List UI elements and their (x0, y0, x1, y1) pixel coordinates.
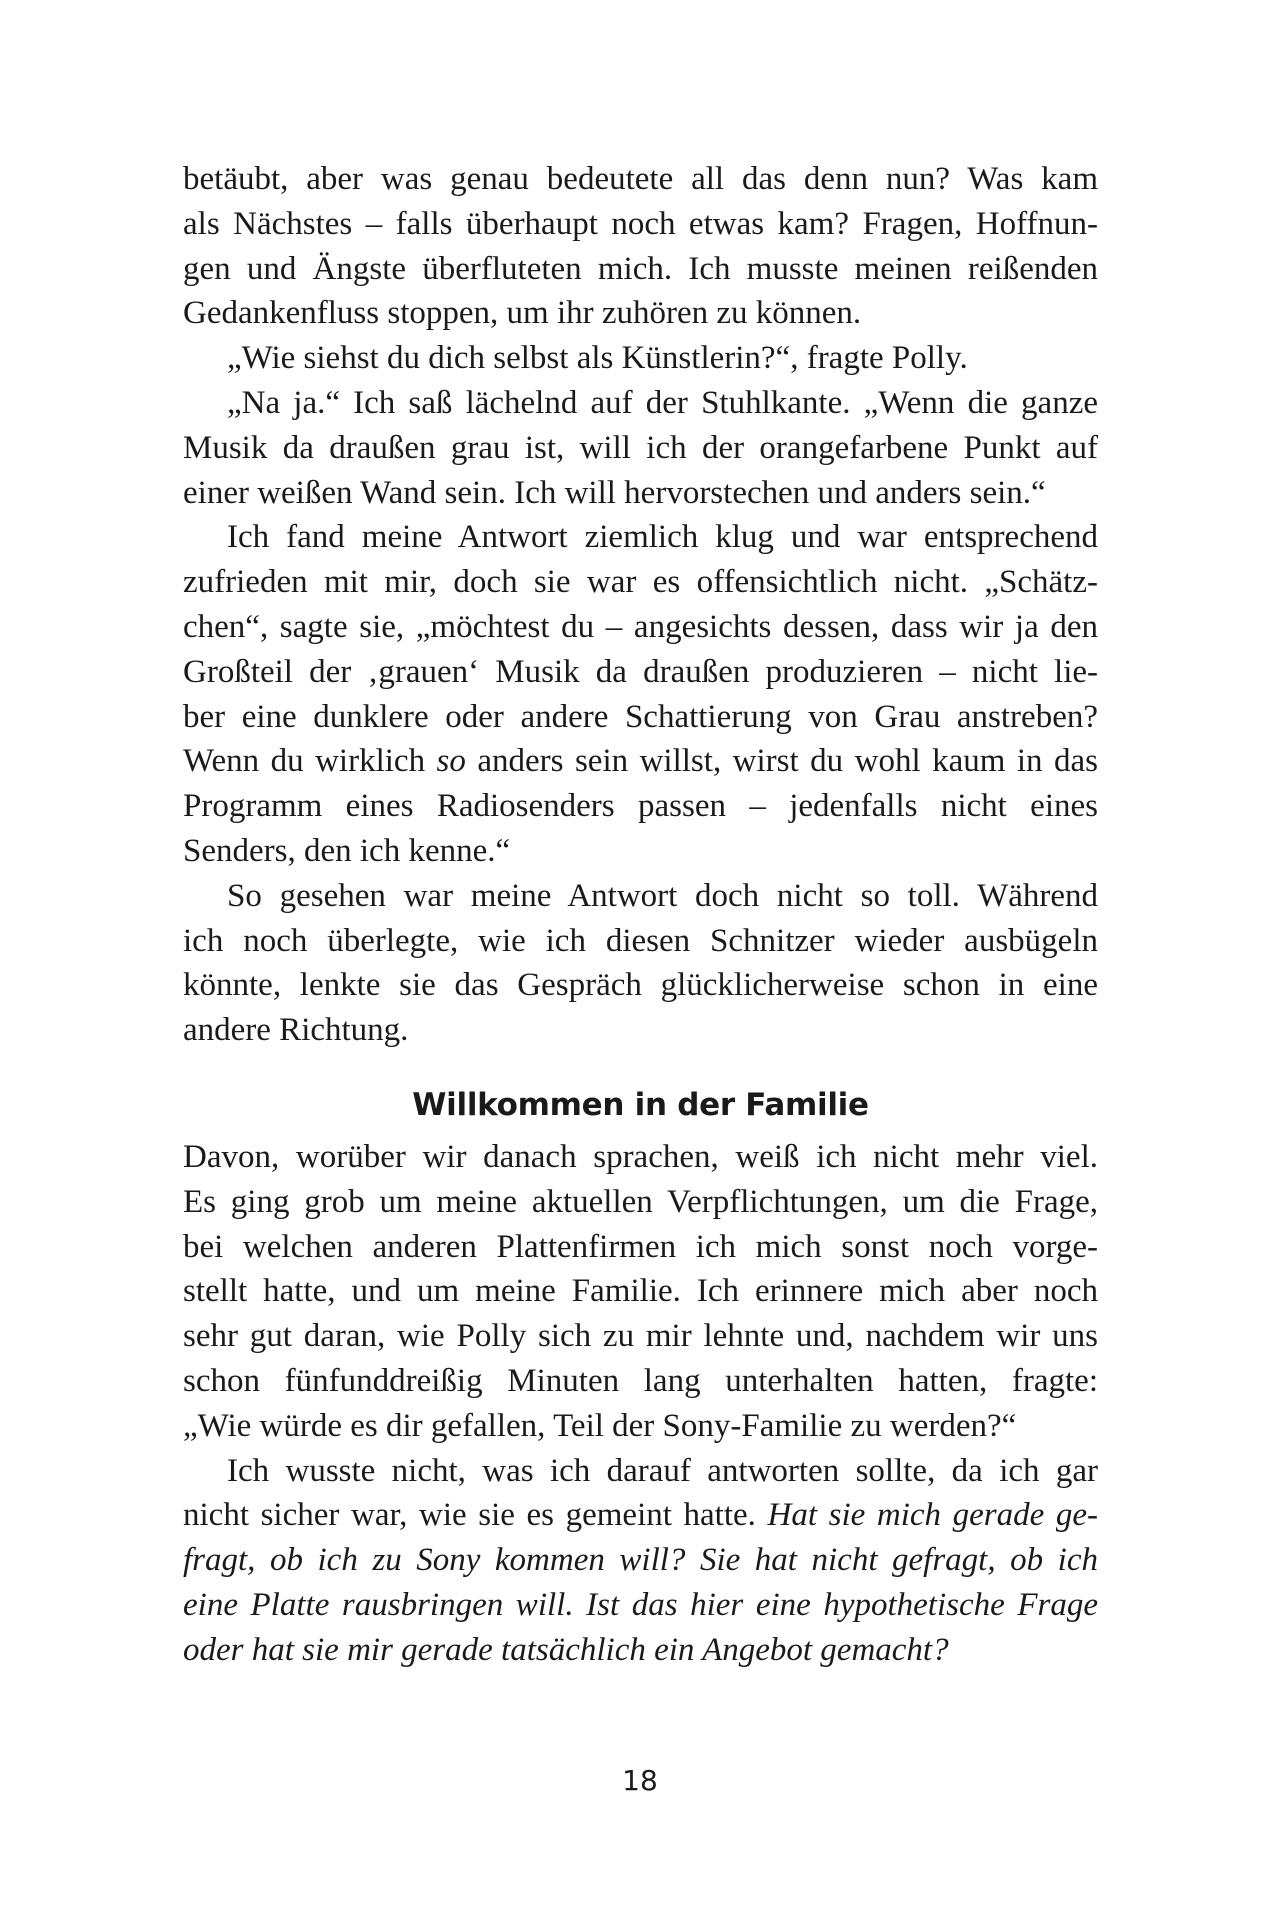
text-line: als Nächstes – falls überhaupt noch etwas kam? Fragen, Hoffnun- (183, 205, 1098, 242)
text-line: So gesehen war meine Antwort doch nicht so toll. Während (227, 877, 1098, 914)
text-line: einer weißen Wand sein. Ich will hervorstechen und anders sein.“ (183, 474, 1046, 511)
text-line: schon fünfunddreißig Minuten lang unterhalten hatten, fragte: (183, 1362, 1098, 1399)
text-span: nicht sicher war, wie sie es gemeint hatte. (183, 1497, 768, 1534)
book-page-text (183, 157, 1098, 1673)
text-line: chen“, sagte sie, „möchtest du – angesichts dessen, dass wir ja den (183, 608, 1098, 645)
text-line: Gedankenfluss stoppen, um ihr zuhören zu können. (183, 295, 862, 332)
text-span: anders sein willst, wirst du wohl kaum in das (465, 743, 1098, 780)
paragraph (183, 874, 1098, 1053)
text-line (183, 739, 1098, 784)
text-line: gen und Ängste überfluteten mich. Ich musste meinen reißenden (183, 250, 1098, 287)
text-line: Großteil der ‚grauen‘ Musik da draußen produzieren – nicht lie- (183, 653, 1098, 690)
paragraph (183, 1449, 1098, 1673)
text-line: „Wie würde es dir gefallen, Teil der Sony-Familie zu werden?“ (183, 1407, 1017, 1444)
italic-thought: Hat sie mich gerade ge- (767, 1497, 1098, 1534)
text-line: „Na ja.“ Ich saß lächelnd auf der Stuhlkante. „Wenn die ganze (227, 384, 1098, 421)
text-span: Wenn du wirklich (183, 743, 437, 780)
paragraph (183, 157, 1098, 336)
text-line: betäubt, aber was genau bedeutete all das denn nun? Was kam (183, 161, 1098, 197)
text-line: ich noch überlegte, wie ich diesen Schnitzer wieder ausbügeln (183, 922, 1098, 959)
paragraph (183, 381, 1098, 515)
text-line: Ich fand meine Antwort ziemlich klug und war entsprechend (227, 519, 1098, 556)
text-line: Ich wusste nicht, was ich darauf antworten sollte, da ich gar (227, 1452, 1098, 1489)
paragraph (183, 515, 1098, 873)
text-line: bei welchen anderen Plattenfirmen ich mich sonst noch vorge- (183, 1228, 1098, 1265)
text-line: Es ging grob um meine aktuellen Verpflichtungen, um die Frage, (183, 1183, 1098, 1220)
italic-thought-line: fragt, ob ich zu Sony kommen will? Sie hat nicht gefragt, ob ich (183, 1542, 1098, 1579)
paragraph (183, 336, 1098, 381)
text-line: sehr gut daran, wie Polly sich zu mir lehnte und, nachdem wir uns (183, 1318, 1098, 1355)
section-heading: Willkommen in der Familie (412, 1086, 869, 1123)
text-line: Musik da draußen grau ist, will ich der orangefarbene Punkt auf (183, 429, 1098, 466)
text-line (183, 1493, 1098, 1538)
text-line: Programm eines Radiosenders passen – jedenfalls nicht eines (183, 788, 1098, 825)
text-line: könnte, lenkte sie das Gespräch glücklicherweise schon in eine (183, 967, 1098, 1004)
text-line: ber eine dunklere oder andere Schattierung von Grau anstreben? (183, 698, 1098, 735)
text-line: Davon, worüber wir danach sprachen, weiß ich nicht mehr viel. (183, 1138, 1098, 1175)
italic-thought-line: eine Platte rausbringen will. Ist das hier eine hypothetische Frage (183, 1586, 1098, 1623)
text-line: andere Richtung. (183, 1012, 409, 1049)
text-line: zufrieden mit mir, doch sie war es offensichtlich nicht. „Schätz- (183, 564, 1098, 601)
italic-thought-line: oder hat sie mir gerade tatsächlich ein Angebot gemacht? (183, 1631, 949, 1668)
paragraph (183, 1135, 1098, 1449)
text-line: Senders, den ich kenne.“ (183, 832, 511, 869)
italic-emphasis: so (436, 743, 466, 780)
text-line: stellt hatte, und um meine Familie. Ich erinnere mich aber noch (183, 1273, 1098, 1310)
text-line: „Wie siehst du dich selbst als Künstlerin?“, fragte Polly. (227, 340, 968, 377)
page-number: 18 (622, 1764, 658, 1797)
